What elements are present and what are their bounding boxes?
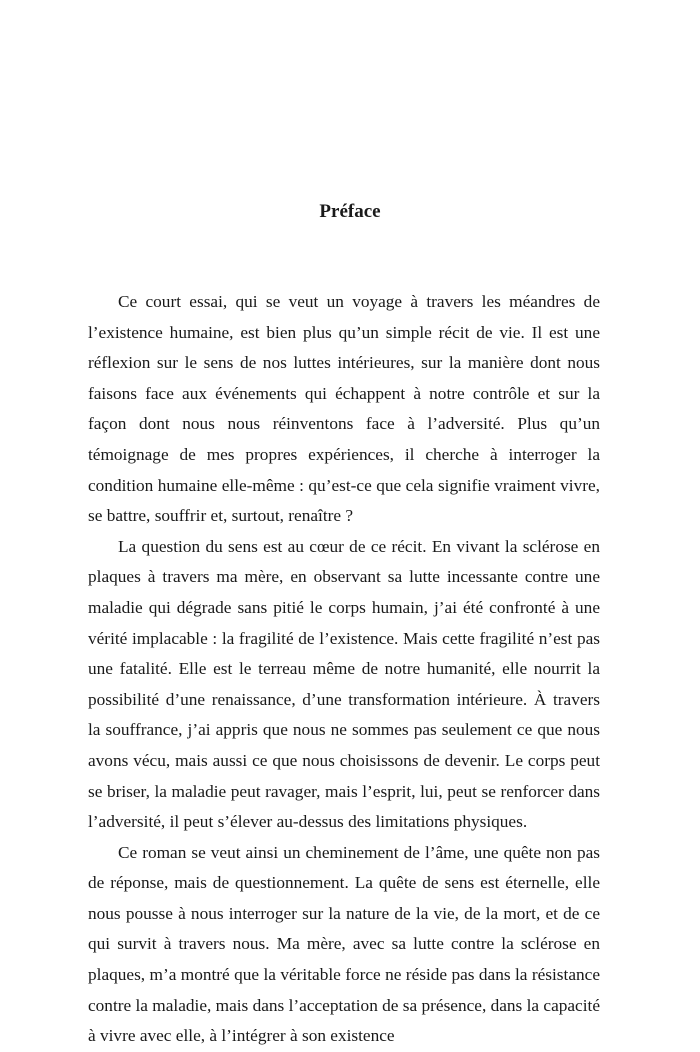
page-title: Préface bbox=[319, 201, 381, 222]
body-text bbox=[88, 287, 600, 1052]
paragraph: Ce court essai, qui se veut un voyage à travers les méandres de l’existence humaine, est bien plus qu’un simple récit de vie. Il est une réflexion sur le sens de nos luttes intérieures, sur la manière dont nous faisons face aux événements qui échappent à notre contrôle et sur la façon dont nous nous réinventons face à l’adversité. Plus qu’un témoignage de mes propres expériences, il cherche à interroger la condition humaine elle-même : qu’est-ce que cela signifie vraiment vivre, se battre, souffrir et, surtout, renaître ? bbox=[88, 292, 600, 526]
paragraph: La question du sens est au cœur de ce récit. En vivant la sclérose en plaques à travers ma mère, en observant sa lutte incessante contre une maladie qui dégrade sans pitié le corps humain, j’ai été confronté à une vérité implacable : la fragilité de l’existence. Mais cette fragilité n’est pas une fatalité. Elle est le terreau même de notre humanité, elle nourrit la possibilité d’une renaissance, d’une transformation intérieure. À travers la souffrance, j’ai appris que nous ne sommes pas seulement ce que nous avons vécu, mais aussi ce que nous choisissons de devenir. Le corps peut se briser, la maladie peut ravager, mais l’esprit, lui, peut se renforcer dans l’adversité, il peut s’élever au-dessus des limitations physiques. bbox=[88, 536, 600, 832]
paragraph: Ce roman se veut ainsi un cheminement de l’âme, une quête non pas de réponse, mais de questionnement. La quête de sens est éternelle, elle nous pousse à nous interroger sur la nature de la vie, de la mort, et de ce qui survit à travers nous. Ma mère, avec sa lutte contre la sclérose en plaques, m’a montré que la véritable force ne réside pas dans la résistance contre la maladie, mais dans l’acceptation de sa présence, dans la capacité à vivre avec elle, à l’intégrer à son existence bbox=[88, 842, 600, 1046]
